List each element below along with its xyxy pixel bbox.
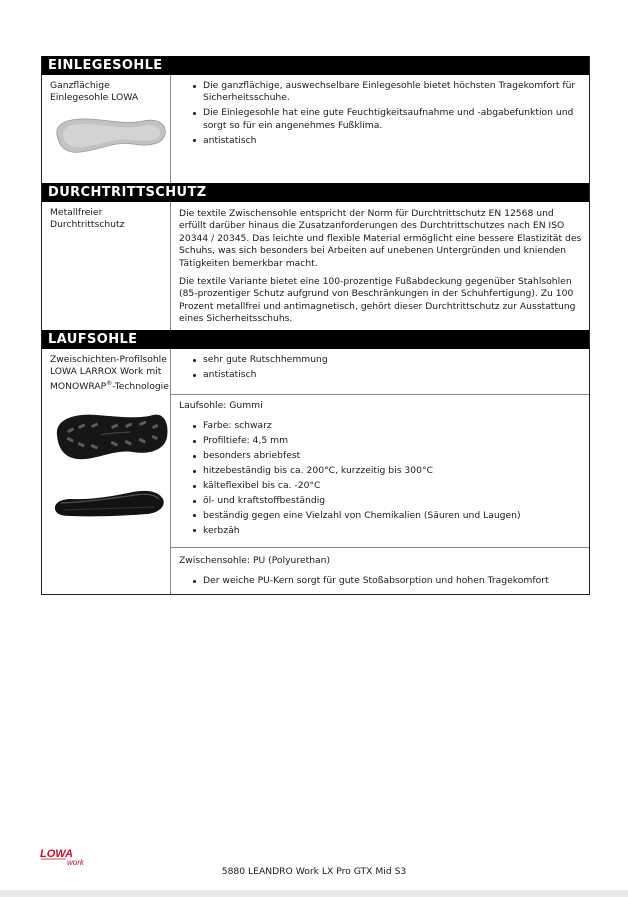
list-item: hitzebeständig bis ca. 200°C, kurzzeitig bis 300°C <box>179 465 589 477</box>
rubber-sole-cell <box>171 395 589 548</box>
list-item: antistatisch <box>181 369 589 381</box>
puncture-paragraph-1: Die textile Zwischensohle entspricht der Norm für Durchtrittschutz EN 12568 und erfüllt darüber hinaus die Zusatzanforderungen des Durchtrittschutzes nach EN ISO 20344 / 20345. Das leichte und flexible Material ermöglicht eine bessere Elastizität des Schuhs, was sich besonders bei Arbeiten auf unebenen Untergründen und knienden Tätigkeiten bemerkbar macht. <box>179 208 582 269</box>
list-item: antistatisch <box>181 135 583 147</box>
puncture-paragraph-2: Die textile Variante bietet eine 100-prozentige Fußabdeckung gegenüber Stahlsohlen (85-prozentiger Schutz aufgrund von Beschränkungen in der Schuhfertigung). Zu 100 Prozent metallfrei und antimagnetisch, gehört dieser Durchtrittschutz zur Ausstattung eines Sicherheitsschuhs. <box>179 276 576 325</box>
list-item: sehr gute Rutschhemmung <box>181 354 589 366</box>
outsole-general-cell <box>171 349 589 395</box>
insole-row <box>42 75 589 183</box>
footer-product-name: 5880 LEANDRO Work LX Pro GTX Mid S3 <box>221 866 407 877</box>
midsole-cell <box>171 548 589 594</box>
outsole-top-bullets <box>181 354 589 381</box>
list-item: Der weiche PU-Kern sorgt für gute Stoßabsorption und hohen Tragekomfort <box>179 575 589 587</box>
puncture-label-line-1: Metallfreier <box>50 207 103 218</box>
list-item: kälteflexibel bis ca. -20°C <box>179 480 589 492</box>
logo-subtext: work <box>67 858 84 867</box>
list-item: öl- und kraftstoffbeständig <box>179 495 589 507</box>
lowa-work-logo <box>40 846 96 868</box>
rubber-sole-title: Laufsohle: Gummi <box>179 400 263 411</box>
section-header-puncture: DURCHTRITTSCHUTZ <box>42 183 589 202</box>
insole-label-cell <box>42 75 171 183</box>
logo-text: LOWA <box>40 848 73 860</box>
list-item: Die ganzflächige, auswechselbare Einlegesohle bietet höchsten Tragekomfort für Sicherheitsschuhe. <box>181 80 583 105</box>
list-item: besonders abriebfest <box>179 450 589 462</box>
insole-label-line-2: Einlegesohle LOWA <box>50 92 139 103</box>
puncture-row <box>42 202 589 330</box>
outsole-label-cell <box>42 349 171 594</box>
outsole-row <box>42 349 589 594</box>
outsole-label-line-1: Zweischichten-Profilsohle <box>50 354 167 365</box>
insole-content-cell <box>171 75 589 183</box>
list-item: Die Einlegesohle hat eine gute Feuchtigkeitsaufnahme und -abgabefunktion und sorgt so für ein angenehmes Fußklima. <box>181 107 583 132</box>
outsole-label-line-3: MONOWRAP®-Technologie <box>50 380 169 393</box>
outsole-side-image <box>51 479 169 519</box>
rubber-sole-bullets <box>179 420 589 537</box>
insole-image <box>51 113 169 157</box>
list-item: Farbe: schwarz <box>179 420 589 432</box>
product-spec-sheet <box>41 56 590 595</box>
bottom-strip <box>0 890 628 897</box>
section-header-insole: EINLEGESOHLE <box>42 56 589 75</box>
puncture-label-line-2: Durchtrittschutz <box>50 219 125 230</box>
insole-bullet-list <box>181 80 583 147</box>
puncture-content-cell <box>171 202 589 330</box>
outsole-label-line-2: LOWA LARROX Work mit <box>50 366 162 377</box>
outsole-content-cell <box>171 349 589 594</box>
insole-label-line-1: Ganzflächige <box>50 80 110 91</box>
puncture-label-cell <box>42 202 171 330</box>
midsole-title: Zwischensohle: PU (Polyurethan) <box>179 555 331 566</box>
outsole-bottom-image <box>51 405 169 467</box>
section-header-outsole: LAUFSOHLE <box>42 330 589 349</box>
midsole-bullets <box>179 575 589 587</box>
list-item: Profiltiefe: 4,5 mm <box>179 435 589 447</box>
list-item: beständig gegen eine Vielzahl von Chemikalien (Säuren und Laugen) <box>179 510 589 522</box>
list-item: kerbzäh <box>179 525 589 537</box>
